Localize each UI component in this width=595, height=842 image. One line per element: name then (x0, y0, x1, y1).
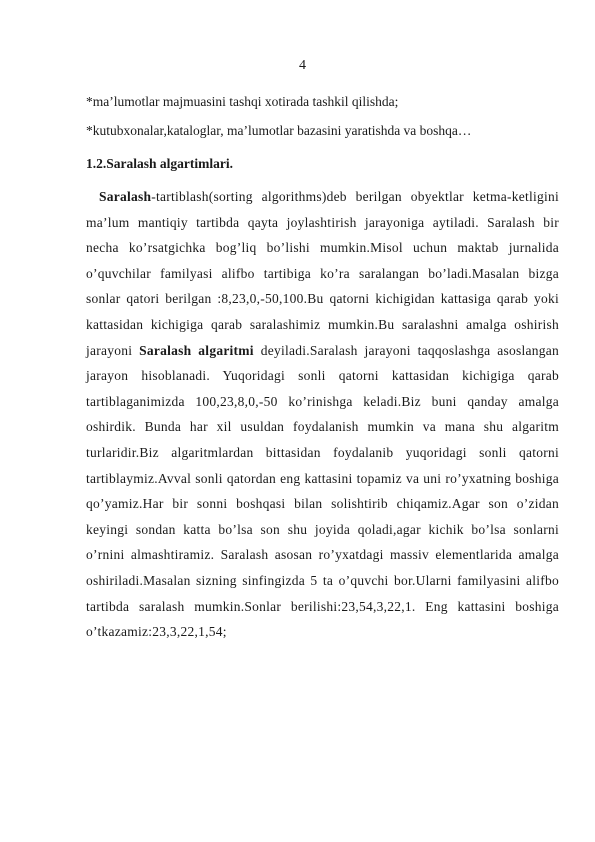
term-saralash: Saralash (99, 189, 152, 204)
body-paragraph (86, 184, 559, 645)
section-heading: 1.2.Saralash algartimlari. (86, 156, 233, 171)
term-saralash-algaritmi: Saralash algaritmi (139, 342, 254, 358)
list-item: *kutubxonalar,kataloglar, ma’lumotlar bazasini yaratishda va boshqa… (86, 123, 472, 138)
paragraph-text-part-1: -tartiblash(sorting algorithms)deb berilgan obyektlar ketma-ketligini ma’lum mantiqiy tartibda qayta joylashtirish jarayoniga aytiladi. Saralash bir necha ko’rsatgichka bog’liq bo’lishi mumkin.Misol uchun maktab jurnalida o’quvchilar familyasi alifbo tartibiga ko’ra saralangan bo’ladi.Masalan bizga sonlar qatori berilgan :8,23,0,-50,100.Bu qatorni kichigidan kattasiga qarab yoki kattasidan kichigiga qarab saralashimiz mumkin.Bu saralashni amalga oshirish jarayoni (86, 189, 559, 358)
paragraph-text-part-2: deyiladi.Saralash jarayoni taqqoslashga asoslangan jarayon hisoblanadi. Yuqoridagi sonli qatorni kattasidan kichigiga qarab tartiblaganimizda 100,23,8,0,-50 ko’rinishga keladi.Biz buni qanday amalga oshirdik. Bunda har xil usuldan foydalanish mumkin va mana shu algaritm turlaridir.Biz algaritmlardan bittasidan foydalanib yuqoridagi sonli qatorni tartiblaymiz.Avval sonli qatordan eng kattasini topamiz va uni ro’yxatning boshiga qo’yamiz.Har bir sonni boshqasi bilan solishtirib chiqamiz.Agar son o’zidan keyingi sondan katta bo’lsa son shu joyida qoladi,agar kichik bo’lsa sonlarni o’rnini almashtiramiz. Saralash asosan ro’yxatdagi massiv elementlarida amalga oshiriladi.Masalan sizning sinfingizda 5 ta o’quvchi bor.Ularni familyasini alifbo tartibda saralash mumkin.Sonlar berilishi:23,54,3,22,1. Eng kattasini boshiga o’tkazamiz:23,3,22,1,54; (86, 342, 559, 640)
page-number: 4 (299, 58, 306, 73)
page-content (86, 92, 559, 645)
list-item: *ma’lumotlar majmuasini tashqi xotirada tashkil qilishda; (86, 94, 399, 109)
